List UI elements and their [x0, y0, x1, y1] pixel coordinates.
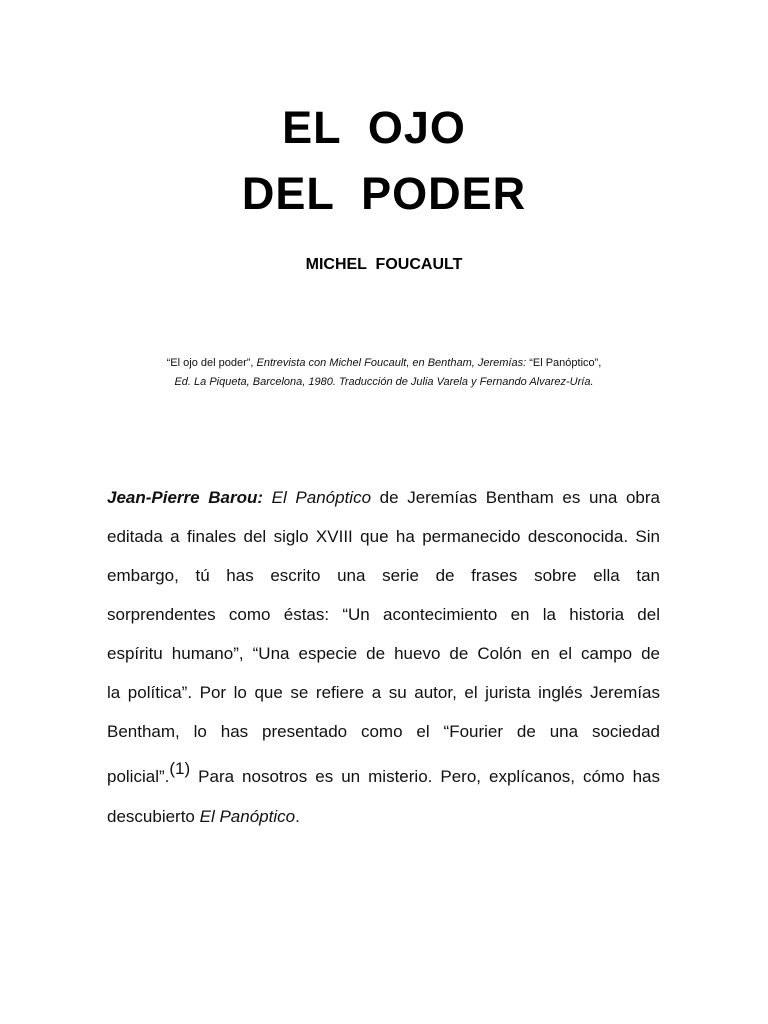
paragraph-text: descubierto [107, 807, 200, 826]
book-title-italic: El Panóptico [199, 807, 296, 826]
interview-paragraph [107, 478, 660, 836]
citation-plain-a: “El ojo del poder”, [166, 357, 257, 369]
paragraph-line [107, 478, 660, 517]
paragraph-text: policial”. [107, 767, 170, 786]
citation-italic: Entrevista con Michel Foucault, en Bentham, Jeremías: [256, 357, 527, 369]
citation-italic-2: Ed. La Piqueta, Barcelona, 1980. Traducción de Julia Varela y Fernando Alvarez-Uría. [174, 376, 594, 388]
paragraph-text: de Jeremías Bentham es una obra [371, 488, 661, 507]
citation-plain-b: “El Panóptico”, [526, 357, 602, 369]
paragraph-text: Para nosotros es un misterio. Pero, explícanos, cómo has [190, 767, 660, 786]
author-name: MICHEL FOUCAULT [305, 256, 463, 273]
paragraph-line: espíritu humano”, “Una especie de huevo de Colón en el campo de [107, 644, 660, 663]
title-line-1: EL OJO [282, 102, 466, 153]
citation-line-1 [0, 356, 768, 370]
paragraph-line: la política”. Por lo que se refiere a su autor, el jurista inglés Jeremías [107, 683, 660, 702]
citation-line-2 [0, 375, 768, 389]
paragraph-line [107, 751, 660, 797]
paragraph-line: sorprendentes como éstas: “Un acontecimiento en la historia del [107, 605, 660, 624]
footnote-reference[interactable]: (1) [169, 759, 191, 778]
speaker-name: Jean-Pierre Barou: [107, 488, 264, 507]
title-line-2: DEL PODER [241, 168, 527, 219]
paragraph-line: embargo, tú has escrito una serie de frases sobre ella tan [107, 566, 660, 585]
paragraph-text: . [295, 807, 300, 826]
book-title-italic: El Panóptico [271, 488, 372, 507]
paragraph-line: Bentham, lo has presentado como el “Fourier de una sociedad [107, 722, 660, 741]
paragraph-line [107, 797, 660, 836]
paragraph-line: editada a finales del siglo XVIII que ha permanecido desconocida. Sin [107, 527, 660, 546]
